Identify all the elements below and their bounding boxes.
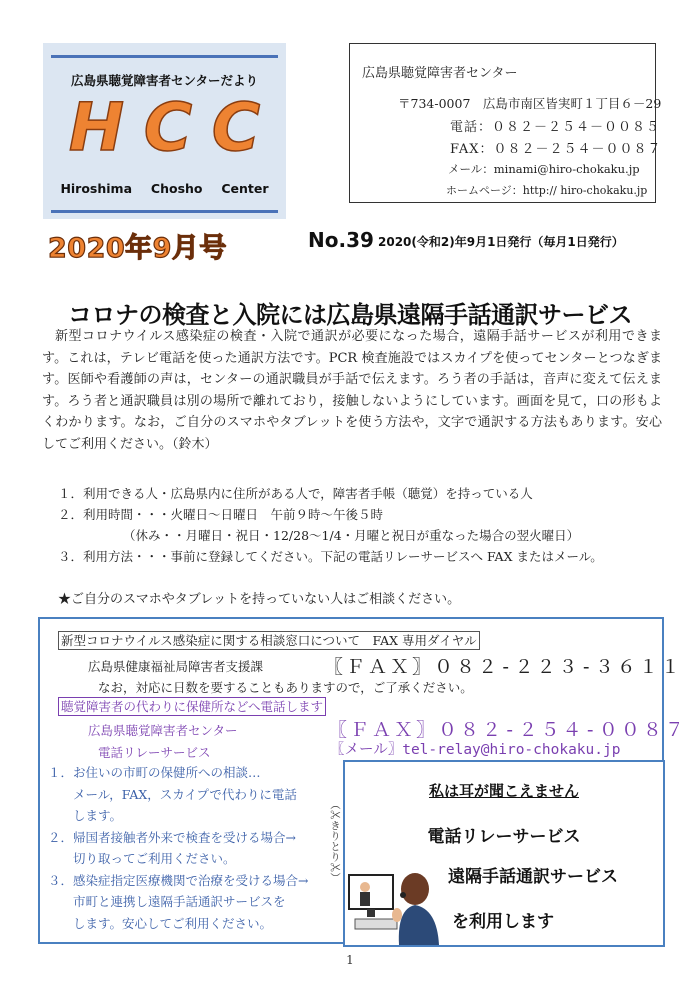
section2-mail: 〖メール〗tel-relay@hiro-chokaku.jp: [330, 742, 621, 758]
address-email: メール：minami@hiro-chokaku.jp: [448, 162, 640, 176]
section1-org: 広島県健康福祉局障害者支援課: [88, 659, 264, 674]
address-org: 広島県聴覚障害者センター: [362, 66, 518, 81]
logo-subtitle: 広島県聴覚障害者センターだより: [70, 73, 258, 88]
section1-note: なお，対応に日数を要することもありますので，ご了承ください。: [98, 680, 473, 695]
issue-month: 2020年9月号: [48, 233, 227, 264]
sign-language-illustration-icon: [347, 857, 442, 945]
page-number: 1: [346, 953, 354, 967]
logo-letter-c2: C: [211, 89, 261, 166]
cutout-list-item: します。安心してご利用ください。: [48, 915, 273, 931]
cutout-list-item: します。: [48, 808, 123, 823]
cutout-list-item: 市町と連携し遠隔手話通訳サービスを: [48, 894, 286, 909]
section1-fax: 〖ＦＡＸ〗０８２-２２３-３６１１: [324, 656, 683, 678]
section2-org: 広島県聴覚障害者センター: [88, 723, 238, 738]
article-body: [42, 326, 662, 455]
logo-letter-c1: C: [143, 89, 193, 166]
list-item: ２．利用時間・・・火曜日～日曜日 午前９時～午後５時: [58, 507, 384, 522]
section1-label: 新型コロナウイルス感染症に関する相談窓口について FAX 専用ダイヤル: [58, 631, 480, 650]
section2-service: 電話リレーサービス: [98, 745, 211, 760]
relay-card: [343, 760, 665, 947]
newsletter-logo: [43, 43, 286, 219]
card-line-relay: 電話リレーサービス: [427, 827, 581, 847]
cutout-list: [48, 762, 338, 934]
list-item-subnote: （休み・・月曜日・祝日・12/28～1/4・月曜と祝日が重なった場合の翌火曜日）: [123, 528, 580, 543]
card-line-use: を利用します: [452, 912, 554, 932]
issue-date: 2020(令和2)年9月1日発行（毎月1日発行）: [378, 235, 624, 249]
logo-word-chosho: Chosho: [150, 181, 203, 196]
article-note: ★ご自分のスマホやタブレットを持っていない人はご相談ください。: [58, 592, 461, 607]
address-phone: 電話：０８２－２５４－００８５: [450, 120, 661, 135]
cutout-list-item: ３．感染症指定医療機関で治療を受ける場合→: [48, 872, 309, 888]
article-paragraph: 新型コロナウイルス感染症の検査・入院で通訳が必要になった場合，遠隔手話サービスが利用できます。これは，テレビ電話を使った通訳方法です。PCR 検査施設ではスカイプを使ってセンターとつなぎます。医師や看護師の声は，センターの通訳職員が手話で伝えます。ろう者の手話は，音声に変えて伝えます。ろう者と通訳職員は別の場所で離れており，接触しないようにしています。画面を見て，口の形もよくわかります。なお，ご自分のスマホやタブレットを使う方法や，文字で通訳する方法もあります。安心してご利用ください。（鈴木）: [42, 329, 662, 452]
address-fax: FAX：０８２－２５４－００８７: [450, 142, 662, 157]
cut-line-label: （✂きりとり✂）: [329, 799, 341, 883]
section2-fax: 〖ＦＡＸ〗０８２-２５４-００８７: [328, 719, 687, 741]
address-postal: 〒734-0007 広島市南区皆実町１丁目６－29: [398, 96, 662, 111]
logo-words: [43, 181, 286, 196]
list-item: ３．利用方法・・・事前に登録してください。下記の電話リレーサービスへ FAX またはメール。: [58, 549, 603, 564]
logo-word-center: Center: [221, 181, 269, 196]
address-box: [349, 43, 662, 203]
cutout-list-item: 切り取ってご利用ください。: [48, 851, 236, 866]
cutout-list-item: メール，FAX，スカイプで代わりに電話: [48, 786, 297, 802]
logo-top-rule: [51, 55, 278, 58]
card-line-remote: 遠隔手話通訳サービス: [448, 867, 618, 887]
address-homepage: ホームページ：http:// hiro-chokaku.jp: [446, 184, 648, 197]
article-headline: コロナの検査と入院には広島県遠隔手話通訳サービス: [68, 301, 632, 329]
logo-letter-h: H: [68, 89, 125, 166]
logo-word-hiroshima: Hiroshima: [60, 181, 133, 196]
cutout-list-item: １．お住いの市町の保健所への相談…: [48, 765, 261, 780]
section2-label: 聴覚障害者の代わりに保健所などへ電話します: [58, 697, 326, 716]
logo-letters: [43, 89, 286, 166]
cutout-list-item: ２．帰国者接触者外来で検査を受ける場合→: [48, 829, 296, 845]
article-list: [58, 483, 668, 567]
card-line-deaf: 私は耳が聞こえません: [428, 782, 579, 800]
issue-number: No.39: [308, 228, 374, 252]
list-item: １．利用できる人・広島県内に住所がある人で，障害者手帳（聴覚）を持っている人: [58, 486, 533, 501]
logo-bottom-rule: [51, 210, 278, 213]
